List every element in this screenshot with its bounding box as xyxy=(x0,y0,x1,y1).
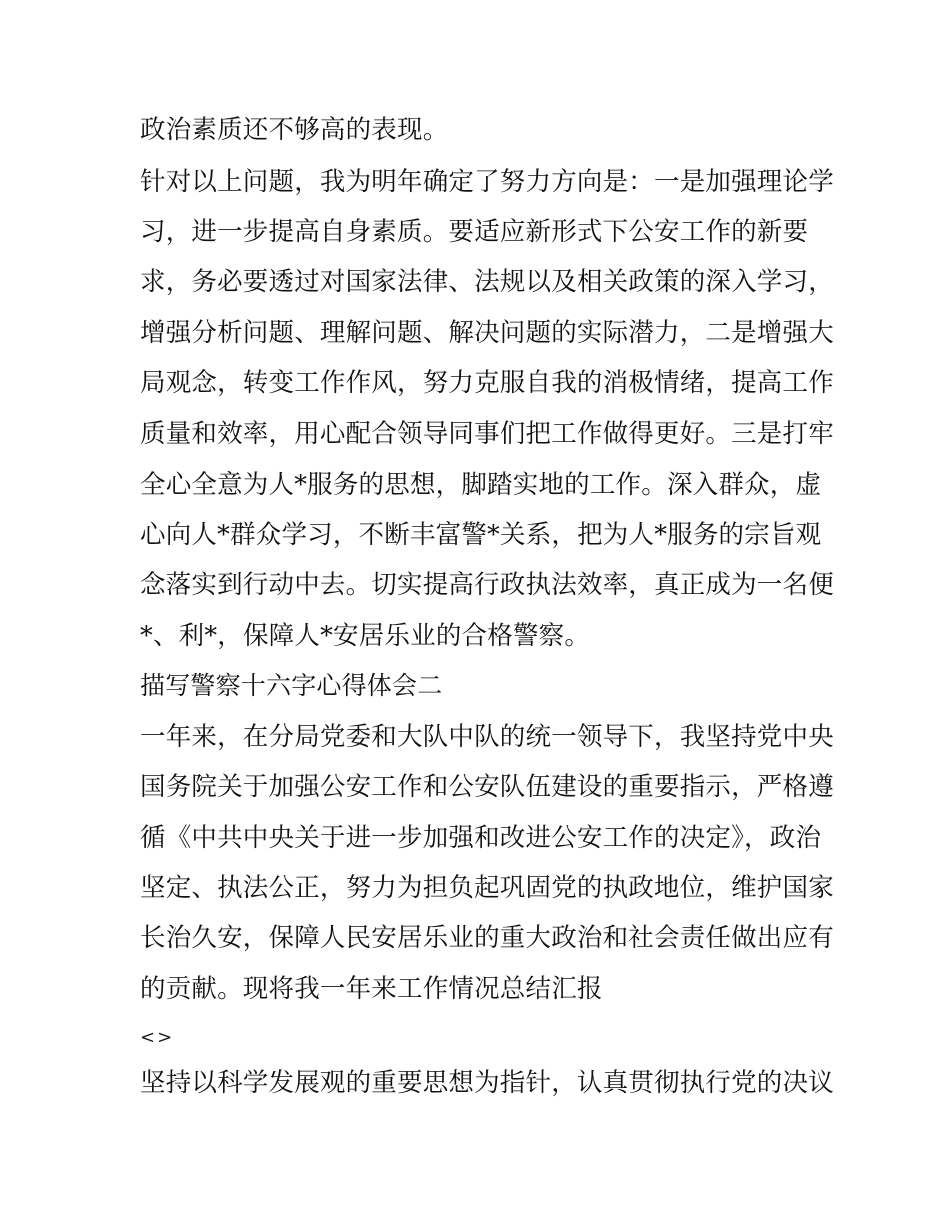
text-line: 质量和效率，用心配合领导同事们把工作做得更好。三是打牢 xyxy=(140,419,834,449)
text-line: 心向人*群众学习，不断丰富警*关系，把为人*服务的宗旨观 xyxy=(140,520,822,550)
text-line: 循《中共中央关于进一步加强和改进公安工作的决定》，政治 xyxy=(140,823,822,853)
text-line: 长治久安，保障人民安居乐业的重大政治和社会责任做出应有 xyxy=(140,923,834,953)
text-line: 一年来，在分局党委和大队中队的统一领导下，我坚持党中央 xyxy=(140,722,834,752)
angle-brackets-marker: <> xyxy=(140,1027,175,1048)
text-line: 国务院关于加强公安工作和公安队伍建设的重要指示，严格遵 xyxy=(140,772,834,802)
text-line: 求，务必要透过对国家法律、法规以及相关政策的深入学习， xyxy=(140,267,834,297)
text-line: 全心全意为人*服务的思想，脚踏实地的工作。深入群众，虚 xyxy=(140,470,822,500)
text-line: 针对以上问题，我为明年确定了努力方向是：一是加强理论学 xyxy=(140,167,834,197)
text-line: 念落实到行动中去。切实提高行政执法效率，真正成为一名便 xyxy=(140,570,834,600)
text-line: 的贡献。现将我一年来工作情况总结汇报 xyxy=(140,974,603,1004)
text-line: 政治素质还不够高的表现。 xyxy=(140,115,449,145)
section-heading: 描写警察十六字心得体会二 xyxy=(140,671,443,700)
text-line: 增强分析问题、理解问题、解决问题的实际潜力，二是增强大 xyxy=(140,318,834,348)
text-line: 坚定、执法公正，努力为担负起巩固党的执政地位，维护国家 xyxy=(140,873,834,903)
text-line: 坚持以科学发展观的重要思想为指针，认真贯彻执行党的决议 xyxy=(140,1068,834,1098)
text-line: 局观念，转变工作作风，努力克服自我的消极情绪，提高工作 xyxy=(140,368,834,398)
text-line: 习，进一步提高自身素质。要适应新形式下公安工作的新要 xyxy=(140,217,809,247)
text-line: *、利*，保障人*安居乐业的合格警察。 xyxy=(140,621,591,651)
